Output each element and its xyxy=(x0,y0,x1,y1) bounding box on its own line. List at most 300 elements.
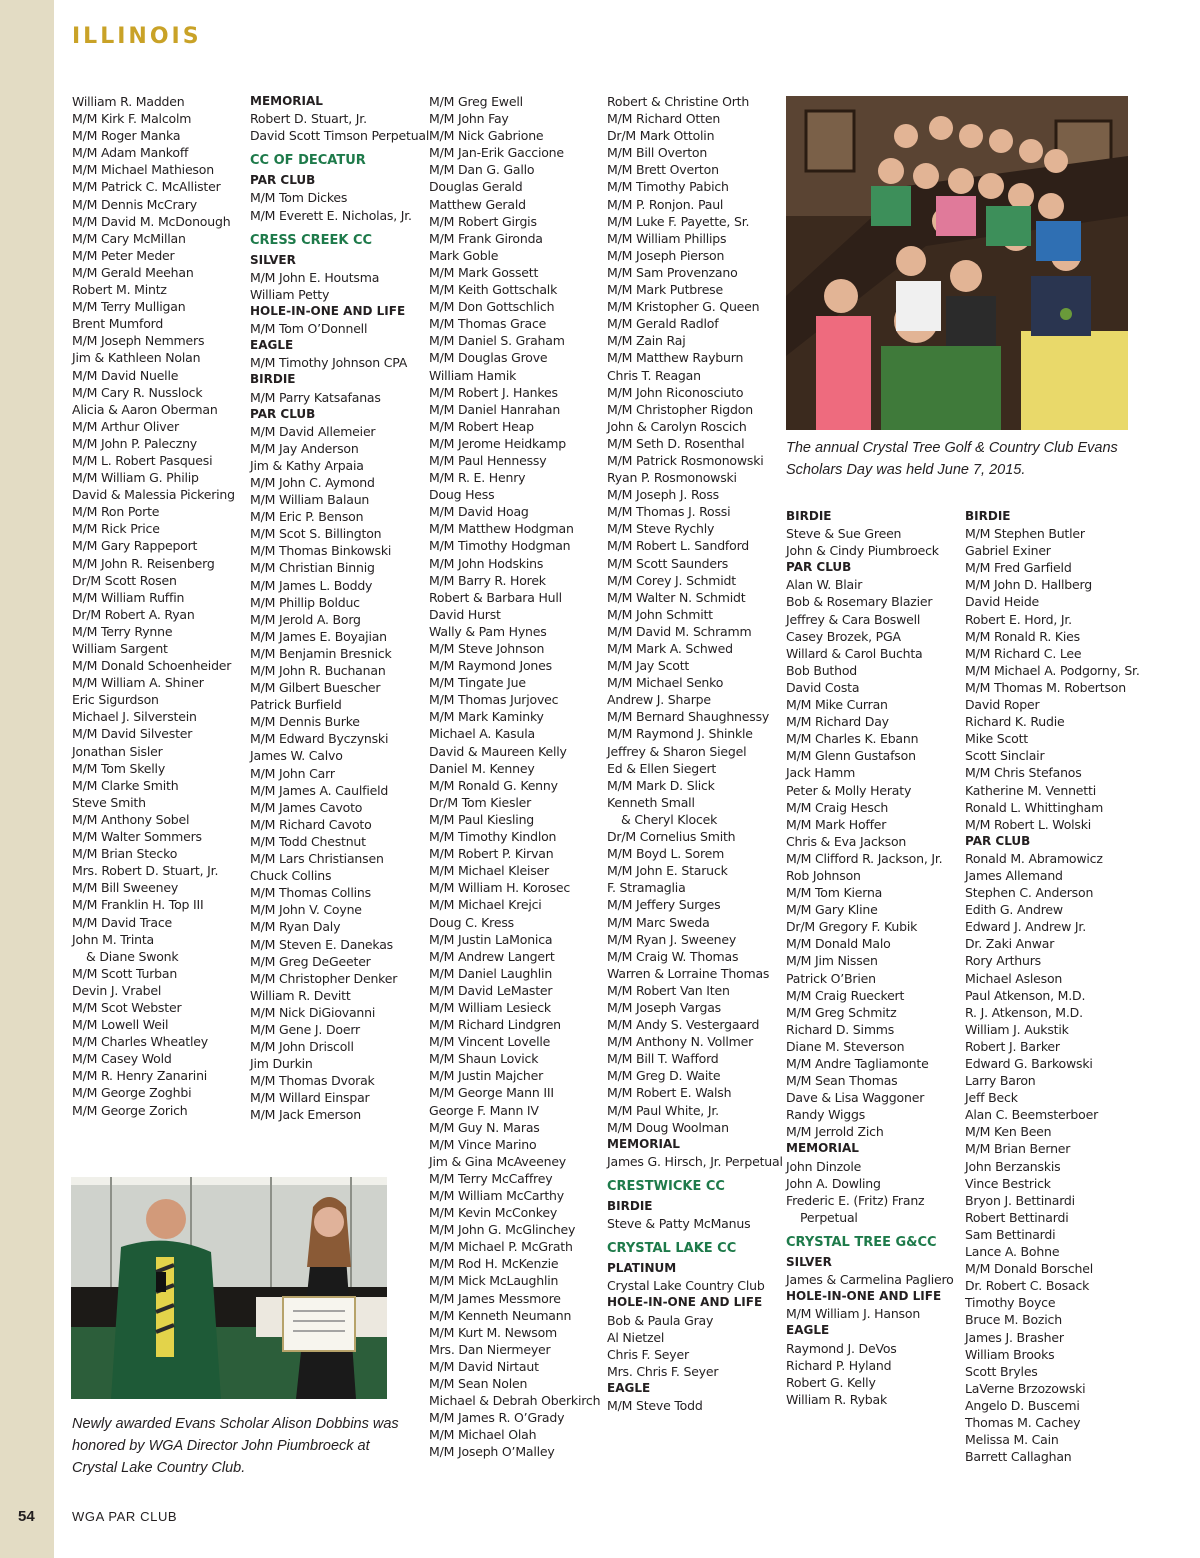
donor-name: M/M Kurt M. Newsom xyxy=(429,1324,557,1340)
donor-name: M/M Everett E. Nicholas, Jr. xyxy=(250,207,412,223)
donor-name: M/M Scott Saunders xyxy=(607,555,729,571)
donor-name: M/M David Trace xyxy=(72,914,172,930)
donor-name: M/M Frank Gironda xyxy=(429,230,543,246)
donor-name: David Hurst xyxy=(429,606,501,622)
donor-name: M/M Corey J. Schmidt xyxy=(607,572,736,588)
donor-name: Warren & Lorraine Thomas xyxy=(607,965,770,981)
donor-name: M/M Douglas Grove xyxy=(429,350,548,366)
donor-name: Jeff Beck xyxy=(965,1090,1018,1106)
donor-name: Dr/M Mark Ottolin xyxy=(607,128,715,144)
donor-name: M/M Arthur Oliver xyxy=(72,418,179,434)
donor-name: M/M Mark Gossett xyxy=(429,264,539,280)
donor-name: Robert J. Barker xyxy=(965,1038,1060,1054)
donor-name: M/M William Phillips xyxy=(607,230,727,246)
donor-name: M/M George Zorich xyxy=(72,1102,188,1118)
donor-name: M/M Thomas Collins xyxy=(250,885,371,901)
donor-name: Brent Mumford xyxy=(72,316,164,332)
donor-name: M/M Peter Meder xyxy=(72,247,175,263)
donor-name: M/M Timothy Hodgman xyxy=(429,538,571,554)
giving-level-heading: PAR CLUB xyxy=(250,173,316,188)
donor-name: Diane M. Steverson xyxy=(786,1038,905,1054)
donor-name: M/M Ryan J. Sweeney xyxy=(607,931,737,947)
donor-name: Lance A. Bohne xyxy=(965,1244,1060,1260)
donor-name: M/M Zain Raj xyxy=(607,333,686,349)
donor-name: M/M John E. Houtsma xyxy=(250,269,380,285)
donor-name: Dr/M Scott Rosen xyxy=(72,572,177,588)
donor-name: Angelo D. Buscemi xyxy=(965,1397,1080,1413)
donor-name: LaVerne Brzozowski xyxy=(965,1380,1086,1396)
donor-name: M/M Greg DeGeeter xyxy=(250,953,371,969)
donor-name: Dr. Zaki Anwar xyxy=(965,936,1055,952)
donor-name: M/M Paul Hennessy xyxy=(429,452,547,468)
donor-name: M/M Mark A. Schwed xyxy=(607,641,733,656)
donor-name: David Scott Timson Perpetual xyxy=(250,128,430,144)
donor-name: Patrick Burfield xyxy=(250,697,342,713)
donor-name: M/M Thomas Grace xyxy=(429,316,547,332)
donor-name: M/M Richard Lindgren xyxy=(429,1017,561,1033)
donor-name: Vince Bestrick xyxy=(965,1175,1051,1191)
giving-level-heading: SILVER xyxy=(250,252,296,267)
donor-name: M/M Marc Sweda xyxy=(607,914,710,930)
donor-name: M/M Scot Webster xyxy=(72,999,182,1015)
donor-name: David & Maureen Kelly xyxy=(429,743,567,759)
donor-name: M/M Steve Rychly xyxy=(607,521,715,537)
giving-level-heading: MEMORIAL xyxy=(250,94,323,108)
giving-level-heading: PAR CLUB xyxy=(786,560,852,575)
donor-name: M/M Tom Skelly xyxy=(72,760,166,776)
donor-name: M/M Keith Gottschalk xyxy=(429,282,558,298)
donor-name: Raymond J. DeVos xyxy=(786,1340,897,1356)
donor-name: M/M Bill Overton xyxy=(607,145,708,161)
donor-name: David Heide xyxy=(965,594,1040,610)
donor-name: M/M Mark Hoffer xyxy=(786,816,887,832)
donor-name: M/M Gilbert Buescher xyxy=(250,680,381,696)
top-photo-caption: The annual Crystal Tree Golf & Country Club Evans Scholars Day was held June 7, 2015. xyxy=(786,440,1118,478)
giving-level-heading: BIRDIE xyxy=(607,1199,653,1213)
donor-name: M/M Gerald Radlof xyxy=(607,316,719,332)
donor-name: Richard D. Simms xyxy=(786,1021,895,1037)
donor-name: Peter & Molly Heraty xyxy=(786,782,912,798)
donor-name: Jim Durkin xyxy=(250,1056,313,1072)
giving-level-heading: SILVER xyxy=(786,1255,832,1270)
donor-name: M/M Donald Borschel xyxy=(965,1261,1094,1277)
donor-column-5 xyxy=(786,508,954,1408)
donor-name: Jeffrey & Cara Boswell xyxy=(786,611,921,627)
donor-name: M/M Chris Stefanos xyxy=(965,765,1082,781)
club-name-heading: CRESTWICKE CC xyxy=(607,1178,725,1194)
donor-name: M/M Terry Rynne xyxy=(72,623,173,639)
donor-name: Alan W. Blair xyxy=(786,577,863,593)
donor-name: Jim & Gina McAveeney xyxy=(429,1153,567,1169)
donor-name: M/M Michael Krejci xyxy=(429,897,542,913)
donor-name: M/M Ron Porte xyxy=(72,504,160,520)
giving-level-heading: BIRDIE xyxy=(965,509,1011,523)
donor-name: M/M Willard Einspar xyxy=(250,1090,370,1106)
donor-name: Robert M. Mintz xyxy=(72,282,167,298)
donor-name: M/M Justin LaMonica xyxy=(429,931,553,947)
club-name-heading: CC OF DECATUR xyxy=(250,153,366,169)
donor-name: M/M William J. Hanson xyxy=(786,1306,921,1322)
donor-name-continuation: & Diane Swonk xyxy=(86,948,179,964)
donor-name: M/M Bill T. Wafford xyxy=(607,1051,719,1067)
donor-name: M/M Greg D. Waite xyxy=(607,1068,721,1084)
donor-name: James G. Hirsch, Jr. Perpetual xyxy=(607,1153,783,1169)
donor-name: M/M Andrew Langert xyxy=(429,948,555,964)
donor-name: M/M Donald Schoenheider xyxy=(72,658,232,674)
donor-name: M/M John P. Paleczny xyxy=(72,435,197,451)
donor-name: M/M Raymond Jones xyxy=(429,658,552,674)
donor-name: Mike Scott xyxy=(965,731,1028,747)
donor-name: Gabriel Exiner xyxy=(965,543,1051,559)
donor-column-4 xyxy=(607,93,783,1414)
donor-name: M/M Joseph Vargas xyxy=(607,999,721,1015)
donor-name: M/M Robert Heap xyxy=(429,418,534,434)
donor-name: Rob Johnson xyxy=(786,867,861,883)
donor-name: M/M Jerold A. Borg xyxy=(250,611,361,627)
donor-name: M/M Seth D. Rosenthal xyxy=(607,435,745,451)
donor-column-3 xyxy=(429,93,600,1461)
donor-name: M/M Steven E. Danekas xyxy=(250,936,393,952)
donor-name: M/M Barry R. Horek xyxy=(429,572,546,588)
donor-name: Randy Wiggs xyxy=(786,1107,866,1123)
donor-name: M/M John Fay xyxy=(429,111,509,127)
donor-name: Dr. Robert C. Bosack xyxy=(965,1278,1090,1294)
donor-name: M/M Glenn Gustafson xyxy=(786,748,916,764)
donor-name: Jeffrey & Sharon Siegel xyxy=(607,743,747,759)
donor-name: M/M Gerald Meehan xyxy=(72,264,194,280)
donor-name: M/M John C. Aymond xyxy=(250,474,375,490)
donor-name: John & Carolyn Roscich xyxy=(607,418,747,434)
donor-name: Patrick O’Brien xyxy=(786,970,876,986)
donor-name: M/M Tingate Jue xyxy=(429,675,526,691)
donor-name: M/M William H. Korosec xyxy=(429,880,571,896)
donor-name: Bob & Rosemary Blazier xyxy=(786,594,933,610)
donor-column-2 xyxy=(250,93,429,1124)
donor-name: William R. Devitt xyxy=(250,987,351,1003)
donor-name: M/M Charles K. Ebann xyxy=(786,731,919,747)
donor-name: M/M Bill Sweeney xyxy=(72,880,179,896)
donor-name: M/M Scott Turban xyxy=(72,965,178,981)
donor-name: Larry Baron xyxy=(965,1073,1036,1089)
donor-name: Robert D. Stuart, Jr. xyxy=(250,111,367,127)
evans-scholar-award-photo xyxy=(71,1177,387,1399)
donor-name: Robert E. Hord, Jr. xyxy=(965,611,1072,627)
donor-name: M/M Thomas J. Rossi xyxy=(607,504,731,520)
donor-name: Mrs. Chris F. Seyer xyxy=(607,1363,719,1379)
donor-name: M/M Richard Otten xyxy=(607,111,721,127)
club-name-heading: CRYSTAL TREE G&CC xyxy=(786,1234,937,1250)
donor-name: M/M John V. Coyne xyxy=(250,902,362,918)
donor-name: M/M Clifford R. Jackson, Jr. xyxy=(786,850,943,866)
donor-name: M/M Raymond J. Shinkle xyxy=(607,726,753,742)
donor-name: M/M Fred Garfield xyxy=(965,560,1072,576)
donor-name: M/M David Allemeier xyxy=(250,423,376,439)
donor-name: M/M Gary Kline xyxy=(786,902,878,918)
donor-name: M/M Kirk F. Malcolm xyxy=(72,111,192,127)
donor-name: M/M Nick DiGiovanni xyxy=(250,1004,376,1020)
donor-name: M/M Michael A. Podgorny, Sr. xyxy=(965,662,1140,678)
donor-name: M/M John Riconosciuto xyxy=(607,384,744,400)
donor-name: David Costa xyxy=(786,679,860,695)
donor-name: M/M R. Henry Zanarini xyxy=(72,1068,208,1084)
donor-name: M/M Mark Putbrese xyxy=(607,282,723,298)
donor-name: M/M John Driscoll xyxy=(250,1039,354,1055)
donor-name: M/M Donald Malo xyxy=(786,936,891,952)
donor-name: Jim & Kathleen Nolan xyxy=(72,350,201,366)
donor-name: Al Nietzel xyxy=(607,1329,665,1345)
donor-name: M/M Craig Hesch xyxy=(786,799,889,815)
donor-name: M/M Sean Nolen xyxy=(429,1376,528,1392)
donor-name: William Sargent xyxy=(72,641,168,656)
donor-name: M/M Benjamin Bresnick xyxy=(250,645,392,661)
donor-name: M/M Jack Emerson xyxy=(250,1107,361,1123)
donor-name: M/M Rick Price xyxy=(72,521,160,537)
donor-name: Robert & Christine Orth xyxy=(607,94,750,109)
donor-name: Dave & Lisa Waggoner xyxy=(786,1090,925,1106)
donor-name: M/M Michael Mathieson xyxy=(72,162,214,178)
donor-name: M/M Richard Day xyxy=(786,714,889,730)
donor-name: M/M James Messmore xyxy=(429,1290,561,1306)
donor-name: M/M Patrick Rosmonowski xyxy=(607,452,764,468)
donor-name: M/M Boyd L. Sorem xyxy=(607,846,725,862)
donor-column-1 xyxy=(72,93,235,1119)
donor-name: Casey Brozek, PGA xyxy=(786,628,901,644)
donor-name: Ryan P. Rosmonowski xyxy=(607,470,737,486)
donor-name: M/M Adam Mankoff xyxy=(72,145,189,161)
donor-name: M/M Brian Stecko xyxy=(72,846,178,862)
donor-name: M/M Robert L. Sandford xyxy=(607,538,750,554)
donor-name: M/M David M. Schramm xyxy=(607,623,752,639)
donor-name: M/M Dan G. Gallo xyxy=(429,162,535,178)
donor-name: M/M James L. Boddy xyxy=(250,577,373,593)
donor-name: Mark Goble xyxy=(429,247,499,263)
donor-name-continuation: & Cheryl Klocek xyxy=(621,811,718,827)
donor-name: M/M L. Robert Pasquesi xyxy=(72,452,213,468)
donor-name: M/M Ronald G. Kenny xyxy=(429,777,558,793)
donor-name: M/M Greg Schmitz xyxy=(786,1004,897,1020)
donor-name: William R. Rybak xyxy=(786,1391,888,1407)
donor-name: M/M Timothy Pabich xyxy=(607,179,729,195)
donor-name: M/M Joseph Nemmers xyxy=(72,333,205,349)
donor-name: James J. Brasher xyxy=(965,1329,1064,1345)
donor-name: M/M Kristopher G. Queen xyxy=(607,299,760,315)
donor-name: Bob & Paula Gray xyxy=(607,1312,714,1328)
donor-name: M/M James R. O’Grady xyxy=(429,1410,565,1426)
donor-name: M/M William A. Shiner xyxy=(72,675,204,691)
donor-name: M/M William Ruffin xyxy=(72,589,185,605)
giving-level-heading: EAGLE xyxy=(607,1380,651,1395)
donor-name: M/M Mick McLaughlin xyxy=(429,1273,559,1289)
donor-name: M/M Paul Kiesling xyxy=(429,811,535,827)
donor-name: Michael & Debrah Oberkirch xyxy=(429,1393,601,1409)
donor-name: M/M Robert Girgis xyxy=(429,213,537,229)
donor-name: M/M Jim Nissen xyxy=(786,953,878,969)
donor-name: M/M Don Gottschlich xyxy=(429,299,555,315)
donor-name: M/M Mark Kaminky xyxy=(429,709,544,725)
donor-name: M/M Brett Overton xyxy=(607,162,719,178)
donor-name: M/M Joseph O’Malley xyxy=(429,1444,555,1460)
donor-name: M/M Doug Woolman xyxy=(607,1119,729,1135)
donor-name: Frederic E. (Fritz) Franz xyxy=(786,1192,925,1208)
donor-name: M/M Jan-Erik Gaccione xyxy=(429,145,564,161)
page-margin-band xyxy=(0,0,54,1558)
donor-name: M/M Michael Kleiser xyxy=(429,863,549,879)
donor-name: Robert & Barbara Hull xyxy=(429,589,562,605)
donor-name: M/M Guy N. Maras xyxy=(429,1119,540,1135)
donor-name: Michael A. Kasula xyxy=(429,726,535,742)
donor-name: M/M Edward Byczynski xyxy=(250,731,389,747)
donor-name: M/M Andy S. Vestergaard xyxy=(607,1017,760,1033)
donor-name: M/M Ronald R. Kies xyxy=(965,628,1080,644)
donor-name: M/M Charles Wheatley xyxy=(72,1034,208,1050)
donor-name: M/M John D. Hallberg xyxy=(965,577,1092,593)
donor-column-6 xyxy=(965,508,1140,1465)
donor-name: M/M William Lesieck xyxy=(429,999,551,1015)
donor-name: M/M Todd Chestnut xyxy=(250,833,366,849)
donor-name: Edith G. Andrew xyxy=(965,902,1063,918)
donor-name: M/M James E. Boyajian xyxy=(250,628,387,644)
donor-name: Chuck Collins xyxy=(250,868,332,884)
giving-level-heading: PAR CLUB xyxy=(965,833,1031,848)
donor-name: Ronald L. Whittingham xyxy=(965,799,1104,815)
donor-name: M/M Daniel S. Graham xyxy=(429,333,565,349)
donor-name: James & Carmelina Pagliero xyxy=(786,1272,954,1288)
donor-name: M/M Paul White, Jr. xyxy=(607,1102,719,1118)
donor-name: M/M Sean Thomas xyxy=(786,1073,898,1089)
donor-name: Ronald M. Abramowicz xyxy=(965,850,1103,866)
donor-name: M/M Joseph J. Ross xyxy=(607,487,719,503)
donor-name: M/M Robert J. Hankes xyxy=(429,384,558,400)
donor-name: M/M Lowell Weil xyxy=(72,1017,169,1033)
donor-name: Chris F. Seyer xyxy=(607,1346,689,1362)
donor-name: M/M James A. Caulfield xyxy=(250,782,389,798)
donor-name: M/M Brian Berner xyxy=(965,1141,1071,1157)
donor-name: M/M Matthew Rayburn xyxy=(607,350,744,366)
donor-name: M/M Bernard Shaughnessy xyxy=(607,709,770,725)
donor-name: Andrew J. Sharpe xyxy=(607,692,711,708)
donor-name: Ed & Ellen Siegert xyxy=(607,760,717,776)
donor-name: David Roper xyxy=(965,697,1040,713)
donor-name: M/M Steve Todd xyxy=(607,1398,703,1414)
donor-name: M/M Thomas M. Robertson xyxy=(965,679,1126,695)
donor-name: Steve & Sue Green xyxy=(786,526,902,542)
donor-name: M/M Tom Kierna xyxy=(786,885,883,901)
donor-name: M/M Craig Rueckert xyxy=(786,987,905,1003)
donor-name: Wally & Pam Hynes xyxy=(429,623,547,639)
donor-name: M/M David M. McDonough xyxy=(72,213,231,229)
donor-name: M/M Phillip Bolduc xyxy=(250,594,360,610)
donor-name: David & Malessia Pickering xyxy=(72,487,235,503)
donor-name: M/M John R. Reisenberg xyxy=(72,555,215,571)
donor-name: M/M Vince Marino xyxy=(429,1136,537,1152)
donor-name: M/M Lars Christiansen xyxy=(250,851,384,867)
giving-level-heading: BIRDIE xyxy=(786,509,832,523)
donor-name: Jonathan Sisler xyxy=(72,743,163,759)
donor-name: M/M Thomas Dvorak xyxy=(250,1073,375,1089)
donor-name: M/M Jerrold Zich xyxy=(786,1124,884,1140)
donor-name: M/M Robert Van Iten xyxy=(607,982,730,998)
donor-name: Michael J. Silverstein xyxy=(72,709,197,725)
donor-name: M/M R. E. Henry xyxy=(429,470,526,486)
donor-name: M/M Thomas Binkowski xyxy=(250,543,392,559)
donor-name: M/M Christopher Denker xyxy=(250,970,398,986)
donor-name: M/M Gary Rappeport xyxy=(72,538,198,554)
giving-level-heading: HOLE-IN-ONE AND LIFE xyxy=(607,1295,763,1310)
donor-name: M/M Dennis McCrary xyxy=(72,196,197,212)
donor-name: M/M Eric P. Benson xyxy=(250,509,364,525)
donor-name: Katherine M. Vennetti xyxy=(965,782,1096,798)
donor-name: M/M Mike Curran xyxy=(786,697,888,713)
donor-name: James Allemand xyxy=(965,867,1063,883)
donor-name: M/M Ken Been xyxy=(965,1124,1052,1140)
donor-name: M/M Terry McCaffrey xyxy=(429,1170,553,1186)
donor-name: M/M David Hoag xyxy=(429,504,529,520)
donor-name: M/M Roger Manka xyxy=(72,128,181,144)
donor-name: M/M Anthony Sobel xyxy=(72,811,190,827)
donor-name: M/M Gene J. Doerr xyxy=(250,1021,360,1037)
giving-level-heading: EAGLE xyxy=(250,338,294,353)
donor-name: M/M Steve Johnson xyxy=(429,641,545,656)
donor-name: Paul Atkenson, M.D. xyxy=(965,987,1086,1003)
donor-name: Daniel M. Kenney xyxy=(429,760,535,776)
donor-name: M/M Walter Sommers xyxy=(72,829,202,845)
donor-name: Mrs. Dan Niermeyer xyxy=(429,1341,551,1357)
page-number: 54 xyxy=(18,1508,35,1525)
donor-name: M/M Sam Provenzano xyxy=(607,264,738,280)
donor-name: M/M Mark D. Slick xyxy=(607,777,715,793)
donor-name: James W. Calvo xyxy=(250,748,343,764)
donor-name: M/M John G. McGlinchey xyxy=(429,1222,576,1238)
donor-name: John Dinzole xyxy=(786,1158,862,1174)
donor-name: M/M Joseph Pierson xyxy=(607,247,725,263)
donor-name: M/M Robert L. Wolski xyxy=(965,816,1092,832)
donor-name: Bob Buthod xyxy=(786,662,858,678)
donor-name: John Berzanskis xyxy=(965,1158,1061,1174)
donor-name: M/M Cary McMillan xyxy=(72,230,186,246)
donor-name: M/M Casey Wold xyxy=(72,1051,172,1067)
donor-name: Doug C. Kress xyxy=(429,914,514,930)
donor-name: Stephen C. Anderson xyxy=(965,885,1094,901)
donor-name: M/M Daniel Hanrahan xyxy=(429,401,561,417)
donor-name: William R. Madden xyxy=(72,94,185,109)
donor-name: Chris & Eva Jackson xyxy=(786,833,907,849)
donor-name: Sam Bettinardi xyxy=(965,1226,1056,1242)
donor-name: M/M Andre Tagliamonte xyxy=(786,1056,929,1071)
donor-name: Steve Smith xyxy=(72,794,146,810)
giving-level-heading: HOLE-IN-ONE AND LIFE xyxy=(786,1289,942,1304)
donor-name: M/M Craig W. Thomas xyxy=(607,948,739,964)
donor-name: Dr/M Robert A. Ryan xyxy=(72,606,195,622)
donor-name: Eric Sigurdson xyxy=(72,692,159,708)
giving-level-heading: EAGLE xyxy=(786,1323,830,1338)
donor-name: M/M Patrick C. McAllister xyxy=(72,179,221,195)
donor-name: M/M Justin Majcher xyxy=(429,1068,544,1084)
donor-name: Bruce M. Bozich xyxy=(965,1312,1062,1328)
donor-name: M/M Cary R. Nusslock xyxy=(72,384,203,400)
donor-name: M/M William Balaun xyxy=(250,492,370,508)
donor-name: Willard & Carol Buchta xyxy=(786,645,923,661)
donor-name: Thomas M. Cachey xyxy=(965,1414,1081,1430)
donor-name: M/M Kevin McConkey xyxy=(429,1205,558,1221)
donor-name: Dr/M Gregory F. Kubik xyxy=(786,919,918,935)
donor-name: F. Stramaglia xyxy=(607,880,686,896)
donor-name: Melissa M. Cain xyxy=(965,1432,1059,1448)
donor-name: Scott Sinclair xyxy=(965,748,1045,764)
donor-name: M/M Christian Binnig xyxy=(250,560,375,576)
donor-name: M/M Michael P. McGrath xyxy=(429,1239,573,1255)
donor-name: M/M Michael Senko xyxy=(607,675,724,691)
donor-name: Scott Bryles xyxy=(965,1363,1038,1379)
